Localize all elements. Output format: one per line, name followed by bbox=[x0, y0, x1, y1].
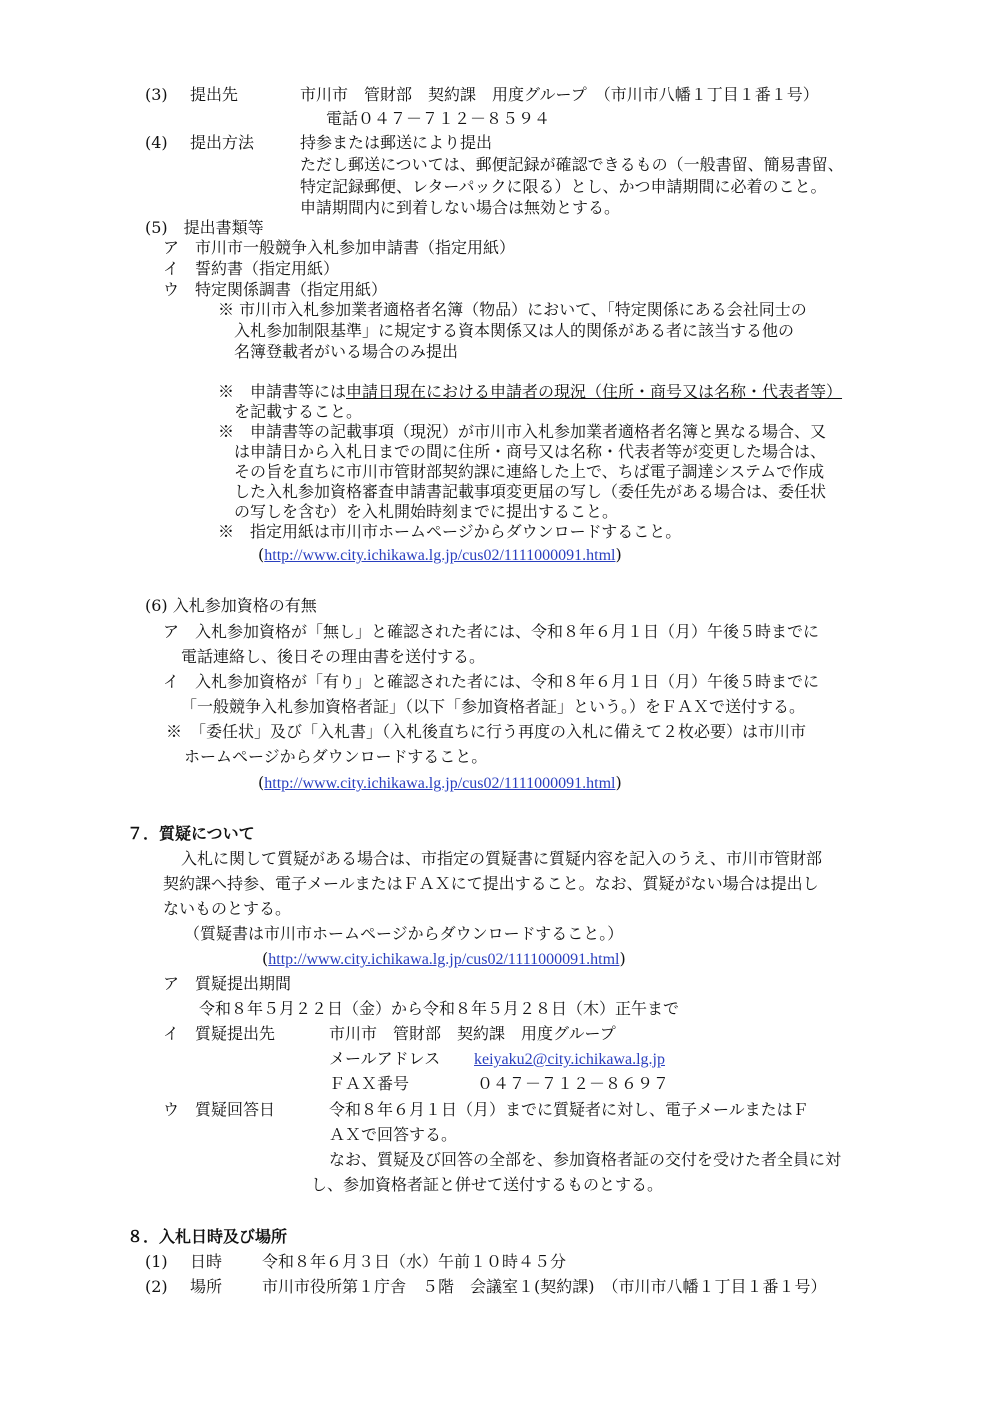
s5-item-u: ウ 特定関係調書（指定用紙） bbox=[163, 280, 388, 299]
s5-note3: ※ 指定用紙は市川市ホームページからダウンロードすること。 bbox=[218, 522, 682, 541]
s7-a-value: 令和８年５月２２日（金）から令和８年５月２８日（木）正午まで bbox=[199, 999, 680, 1018]
s5-note2: その旨を直ちに市川市管財部契約課に連絡した上で、ちば電子調達システムで作成 bbox=[234, 462, 825, 481]
s7-u-line: 令和８年６月１日（月）までに質疑者に対し、電子メールまたはＦ bbox=[329, 1100, 809, 1119]
s4-num: (4) bbox=[145, 133, 168, 152]
s6-note: ※ 「委任状」及び「入札書」（入札後直ちに行う再度の入札に備えて２枚必要）は市川市 bbox=[166, 722, 807, 741]
s8-heading: ８．入札日時及び場所 bbox=[127, 1227, 288, 1246]
s5-url-line: (http://www.city.ichikawa.lg.jp/cus02/1111000091.html) bbox=[258, 545, 622, 564]
s7-fax-value: ０４７－７１２－８６９７ bbox=[477, 1074, 670, 1093]
s8-place-label: 場所 bbox=[190, 1277, 223, 1296]
s5-note-u: ※ 市川市入札参加業者適格者名簿（物品）において、「特定関係にある会社同士の bbox=[218, 300, 807, 319]
s7-u-line: し、参加資格者証と併せて送付するものとする。 bbox=[311, 1175, 664, 1194]
s5-note2: は申請日から入札日までの間に住所・商号又は名称・代表者等が変更した場合は、 bbox=[234, 442, 827, 461]
s6-note: ホームページからダウンロードすること。 bbox=[184, 747, 488, 766]
s7-u-label: ウ 質疑回答日 bbox=[163, 1100, 276, 1119]
s5-heading: (5) 提出書類等 bbox=[145, 218, 264, 237]
s7-note: （質疑書は市川市ホームページからダウンロードすること。） bbox=[184, 924, 624, 943]
s7-heading: ７．質疑について bbox=[127, 824, 255, 843]
s6-heading: (6) 入札参加資格の有無 bbox=[145, 596, 317, 615]
s4-line: 持参または郵送により提出 bbox=[300, 133, 493, 152]
s5-note2: した入札参加資格審査申請書記載事項変更届の写し（委任先がある場合は、委任状 bbox=[234, 482, 827, 501]
s7-url-link[interactable]: http://www.city.ichikawa.lg.jp/cus02/1111000091.html bbox=[268, 951, 620, 968]
s5-note1-underlined: 申請日現在における申請者の現況（住所・商号又は名称・代表者等） bbox=[346, 382, 843, 401]
s6-i: イ 入札参加資格が「有り」と確認された者には、令和８年６月１日（月）午後５時までに bbox=[163, 672, 820, 691]
s7-body: 入札に関して質疑がある場合は、市指定の質疑書に質疑内容を記入のうえ、市川市管財部 bbox=[181, 849, 822, 868]
s3-num: (3) bbox=[145, 85, 168, 104]
s5-note1-pre: ※ 申請書等には bbox=[218, 382, 347, 401]
s7-body: 契約課へ持参、電子メールまたはＦＡＸにて提出すること。なお、質疑がない場合は提出し bbox=[163, 874, 819, 893]
s8-date-value: 令和８年６月３日（水）午前１０時４５分 bbox=[262, 1252, 567, 1271]
s8-place-num: (2) bbox=[145, 1277, 168, 1296]
s7-i-value: 市川市 管財部 契約課 用度グループ bbox=[329, 1024, 616, 1043]
s5-item-i: イ 誓約書（指定用紙） bbox=[163, 259, 340, 278]
s6-a: ア 入札参加資格が「無し」と確認された者には、令和８年６月１日（月）午後５時までに bbox=[163, 622, 820, 641]
s6-url-line: (http://www.city.ichikawa.lg.jp/cus02/1111000091.html) bbox=[258, 773, 622, 792]
s3-value: 市川市 管財部 契約課 用度グループ （市川市八幡１丁目１番１号） bbox=[300, 85, 819, 104]
s5-note-u: 入札参加制限基準」に規定する資本関係又は人的関係がある者に該当する他の bbox=[234, 321, 795, 340]
s7-mail-line bbox=[474, 1047, 665, 1072]
s5-note2: の写しを含む）を入札開始時刻までに提出すること。 bbox=[234, 502, 619, 521]
s3-label: 提出先 bbox=[190, 85, 239, 104]
s8-place-value: 市川市役所第１庁舎 ５階 会議室１(契約課) （市川市八幡１丁目１番１号） bbox=[262, 1277, 827, 1296]
s7-mail-link[interactable]: keiyaku2@city.ichikawa.lg.jp bbox=[474, 1051, 665, 1068]
s7-fax-label: ＦＡＸ番号 bbox=[329, 1074, 410, 1093]
s4-label: 提出方法 bbox=[190, 133, 255, 152]
s4-line: ただし郵送については、郵便記録が確認できるもの（一般書留、簡易書留、 bbox=[300, 155, 844, 174]
s8-date-label: 日時 bbox=[190, 1252, 223, 1271]
s6-url-link[interactable]: http://www.city.ichikawa.lg.jp/cus02/1111000091.html bbox=[264, 775, 616, 792]
s5-note1-cont: を記載すること。 bbox=[234, 402, 363, 421]
s4-line: 申請期間内に到着しない場合は無効とする。 bbox=[300, 198, 621, 217]
s5-item-a: ア 市川市一般競争入札参加申請書（指定用紙） bbox=[163, 238, 516, 257]
s7-u-line: なお、質疑及び回答の全部を、参加資格者証の交付を受けた者全員に対 bbox=[329, 1150, 842, 1169]
s5-note-u: 名簿登載者がいる場合のみ提出 bbox=[234, 342, 459, 361]
s6-i: 「一般競争入札参加資格者証」（以下「参加資格者証」という。）をＦＡＸで送付する。 bbox=[181, 697, 806, 716]
s7-body: ないものとする。 bbox=[163, 899, 292, 918]
s8-date-num: (1) bbox=[145, 1252, 168, 1271]
s7-a-label: ア 質疑提出期間 bbox=[163, 974, 292, 993]
s3-phone: 電話０４７－７１２－８５９４ bbox=[326, 109, 551, 128]
s6-a: 電話連絡し、後日その理由書を送付する。 bbox=[181, 647, 486, 666]
s7-url-line: (http://www.city.ichikawa.lg.jp/cus02/1111000091.html) bbox=[262, 949, 626, 968]
s7-mail-label: メールアドレス bbox=[329, 1049, 441, 1068]
s7-u-line: ＡＸで回答する。 bbox=[329, 1125, 458, 1144]
s5-url-link[interactable]: http://www.city.ichikawa.lg.jp/cus02/1111000091.html bbox=[264, 547, 616, 564]
s5-note2: ※ 申請書等の記載事項（現況）が市川市入札参加業者適格者名簿と異なる場合、又 bbox=[218, 422, 827, 441]
s4-line: 特定記録郵便、レターパックに限る）とし、かつ申請期間に必着のこと。 bbox=[300, 177, 827, 196]
s7-i-label: イ 質疑提出先 bbox=[163, 1024, 276, 1043]
